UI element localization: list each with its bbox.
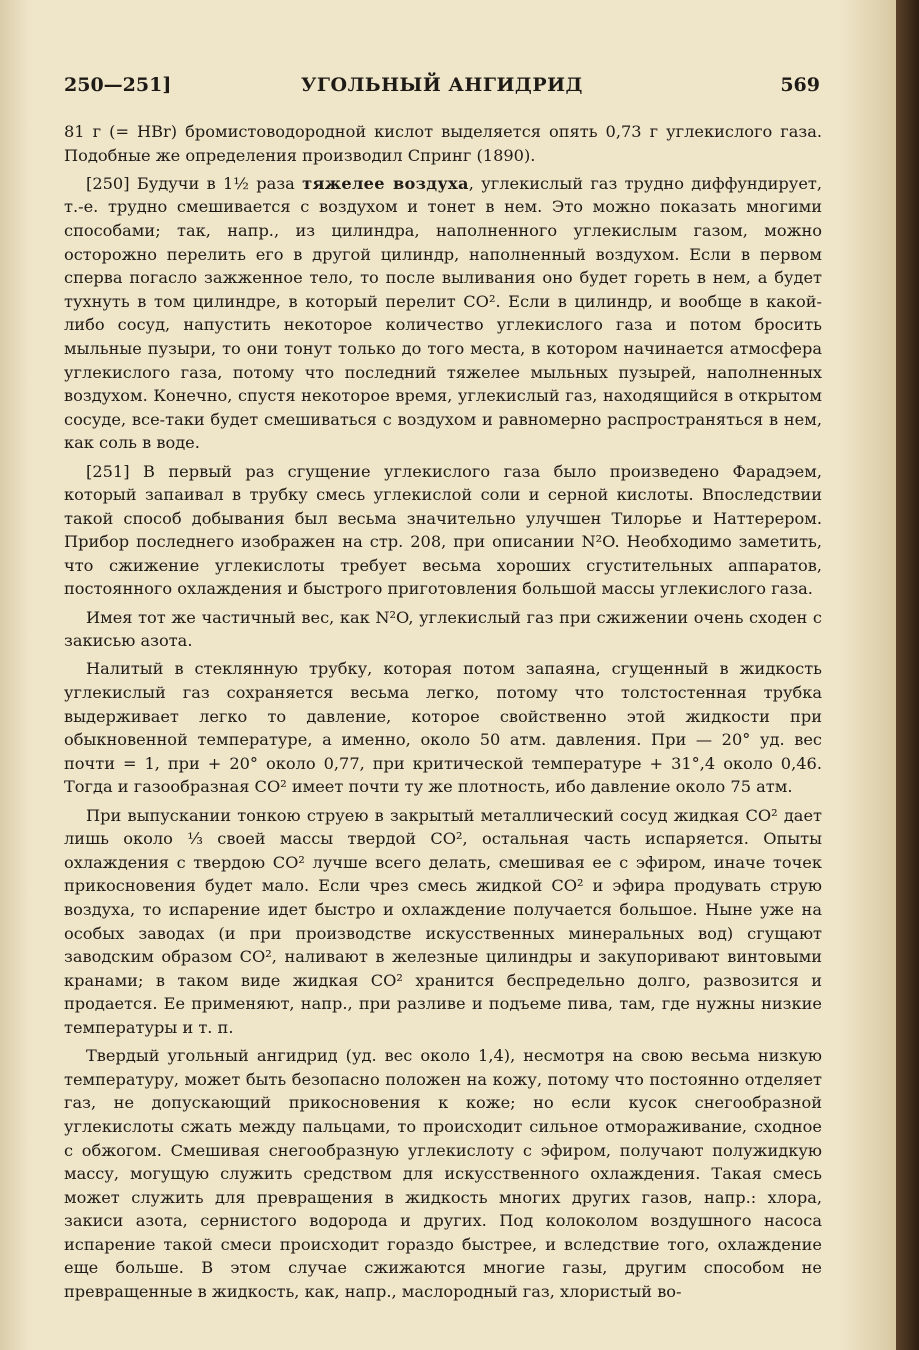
page-number: 569 [780,74,820,96]
paragraph-250 [64,172,822,455]
page-title: УГОЛЬНЫЙ АНГИДРИД [301,74,583,96]
paragraph-250-intro: [250] Будучи в 1½ раза [86,173,303,193]
paragraph-solid-co2: При выпускании тонкою струею в закрытый металлический сосуд жидкая CO² дает лишь около ⅓ своей массы твердой CO², остальная часть испаряется. Опыты охлаждения с твердою CO² лучше всего делать, смешивая ее с эфиром, иначе точек прикосновения будет мало. Если чрез смесь жидкой CO² и эфира продувать струю воздуха, то испарение идет быстро и охлаждение получается большое. Ныне уже на особых заводах (и при производстве искусственных минеральных вод) сгущают заводским образом CO², наливают в железные цилиндры и закупоривают винтовыми кранами; в таком виде жидкая CO² хранится беспредельно долго, развозится и продается. Ее применяют, напр., при разливе и подъеме пива, там, где нужны низкие температуры и т. п. [64,805,822,1037]
book-edge [896,0,919,1350]
paragraph-molecular-weight: Имея тот же частичный вес, как N²O, углекислый газ при сжижении очень сходен с закисью азота. [64,607,822,651]
paragraph-solid-anhydride: Твердый угольный ангидрид (уд. вес около 1,4), несмотря на свою весьма низкую температуру, может быть безопасно положен на кожу, потому что постоянно отделяет газ, не допускающий прикосновения к коже; но если кусок снегообразной углекислоты сжать между пальцами, то происходит сильное отмораживание, сходное с обжогом. Смешивая снегообразную углекислоту с эфиром, получают полужидкую массу, могущую служить средством для искусственного охлаждения. Такая смесь может служить для превращения в жидкость многих других газов, напр.: хлора, закиси азота, сернистого водорода и других. Под колоколом воздушного насоса испарение такой смеси происходит гораздо быстрее, и вследствие того, охлаждение еще больше. В этом случае сжижаются многие газы, другим способом не превращенные в жидкость, как, напр., маслородный газ, хлористый во- [64,1046,822,1302]
emphasis-heavier-than-air: тяжелее воздуха [302,173,469,193]
running-header [64,74,820,104]
paragraph-251: [251] В первый раз сгущение углекислого газа было произведено Фарадэем, который запаивал в трубку смесь углекислой соли и серной кислоты. Впоследствии такой способ добывания был весьма значительно улучшен Тилорье и Наттерером. Прибор последнего изображен на стр. 208, при описании N²O. Необходимо заметить, что сжижение углекислоты требует весьма хороших сгустительных аппаратов, постоянного охлаждения и быстрого приготовления большой массы углекислого газа. [64,461,822,599]
body-text [64,120,822,1308]
paragraph-continuation: 81 г (= HBr) бромистоводородной кислот выделяется опять 0,73 г углекислого газа. Подобные же определения производил Спринг (1890). [64,122,822,165]
section-range: 250—251] [64,74,172,96]
paragraph-liquid-co2: Налитый в стеклянную трубку, которая потом запаяна, сгущенный в жидкость углекислый газ сохраняется весьма легко, потому что толстостенная трубка выдерживает легко то давление, которое свойственно этой жидкости при обыкновенной температуре, а именно, около 50 атм. давления. При — 20° уд. вес почти = 1, при + 20° около 0,77, при критической температуре + 31°,4 около 0,46. Тогда и газообразная CO² имеет почти ту же плотность, ибо давление около 75 атм. [64,659,822,797]
paragraph-250-rest: , углекислый газ трудно диффундирует, т.-е. трудно смешивается с воздухом и тонет в нем. Это можно показать многими способами; так, напр., из цилиндра, наполненного углекислым газом, можно осторожно перелить его в другой цилиндр, наполненный воздухом. Если в первом сперва погасло зажженное тело, то после выливания оно будет гореть в нем, а будет тухнуть в том цилиндре, в который перелит CO². Если в цилиндр, и вообще в какой-либо сосуд, напустить некоторое количество углекислого газа и потом бросить мыльные пузыри, то они тонут только до того места, в котором начинается атмосфера углекислого газа, потому что последний тяжелее мыльных пузырей, наполненных воздухом. Конечно, спустя некоторое время, углекислый газ, находящийся в открытом сосуде, все-таки будет смешиваться с воздухом и равномерно распространяться в нем, как соль в воде. [64,173,822,453]
